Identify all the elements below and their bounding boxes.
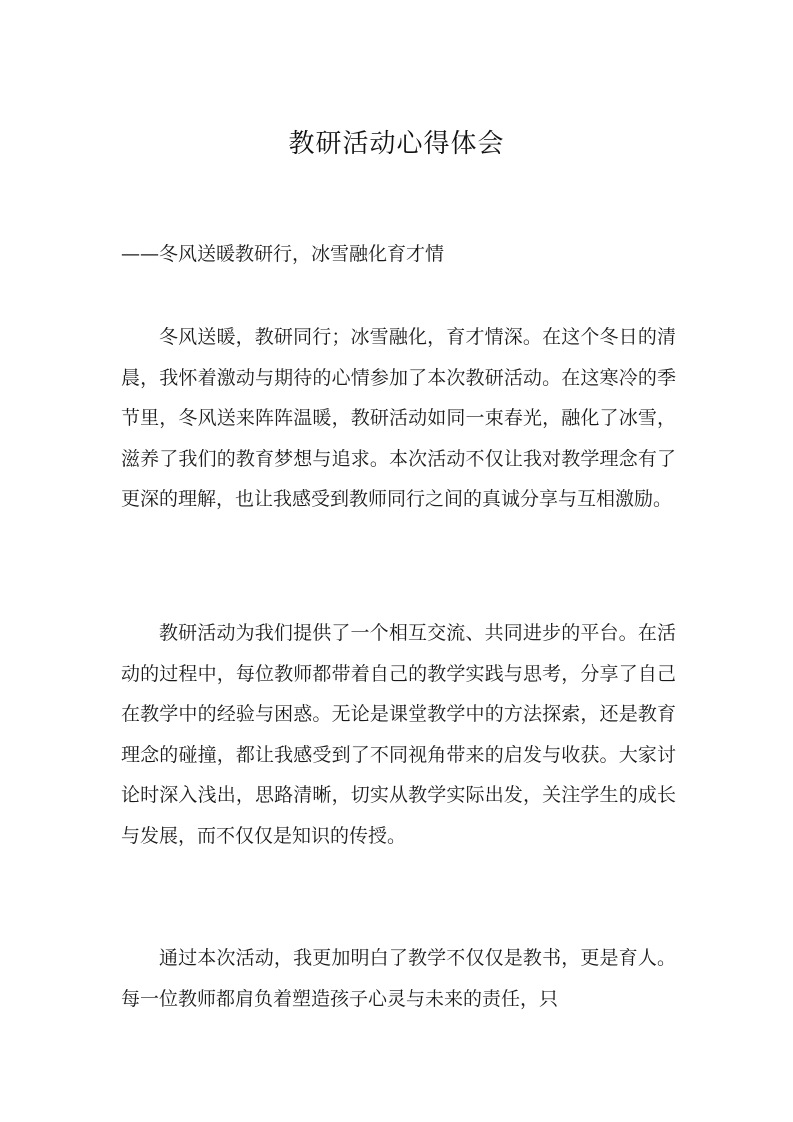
document-title: 教研活动心得体会 bbox=[288, 129, 505, 159]
document-subtitle: ——冬风送暖教研行，冰雪融化育才情 bbox=[121, 243, 445, 265]
paragraph-2: 教研活动为我们提供了一个相互交流、共同进步的平台。在活动的过程中，每位教师都带着自己的教学实践与思考，分享了自己在教学中的经验与困惑。无论是课堂教学中的方法探索，还是教育理念的碰撞，都让我感受到了不同视角带来的启发与收获。大家讨论时深入浅出，思路清晰，切实从教学实际出发，关注学生的成长与发展，而不仅仅是知识的传授。 bbox=[121, 622, 676, 847]
paragraph-3: 通过本次活动，我更加明白了教学不仅仅是教书，更是育人。每一位教师都肩负着塑造孩子心灵与未来的责任，只 bbox=[121, 947, 676, 1010]
paragraph-1: 冬风送暖，教研同行；冰雪融化，育才情深。在这个冬日的清晨，我怀着激动与期待的心情参加了本次教研活动。在这寒冷的季节里，冬风送来阵阵温暖，教研活动如同一束春光，融化了冰雪，滋养了我们的教育梦想与追求。本次活动不仅让我对教学理念有了更深的理解，也让我感受到教师同行之间的真诚分享与互相激励。 bbox=[121, 326, 676, 510]
